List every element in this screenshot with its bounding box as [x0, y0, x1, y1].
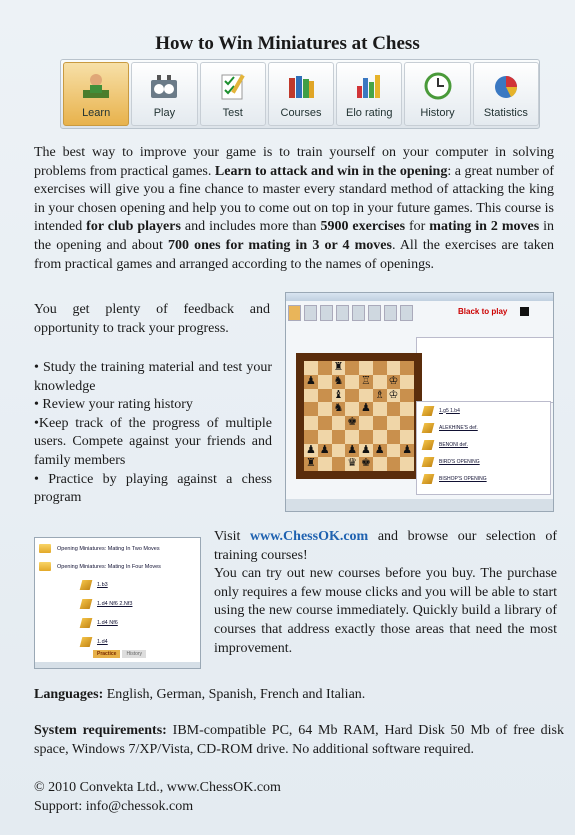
board-square[interactable]: ♟ — [374, 443, 385, 456]
board-square[interactable] — [345, 375, 359, 389]
clock-icon — [421, 71, 455, 101]
board-square[interactable] — [387, 361, 401, 375]
learn-button[interactable] — [63, 62, 129, 126]
board-square[interactable] — [359, 361, 373, 375]
board-grid — [304, 361, 414, 471]
languages-line: Languages: English, German, Spanish, French and Italian. — [34, 687, 366, 702]
tab-history[interactable]: History — [122, 650, 146, 658]
board-square[interactable] — [345, 430, 359, 444]
board-square[interactable] — [387, 402, 401, 416]
history-button[interactable] — [404, 62, 470, 126]
folder-icon — [39, 544, 51, 553]
window-statusbar — [35, 662, 200, 668]
feature-list — [34, 359, 272, 508]
tree-folder[interactable]: Opening Miniatures: Mating In Two Moves — [39, 544, 160, 553]
board-square[interactable] — [373, 361, 387, 375]
board-square[interactable] — [318, 402, 332, 416]
board-square[interactable] — [400, 402, 414, 416]
board-square[interactable]: ♟ — [347, 443, 358, 456]
pie-chart-icon — [489, 71, 523, 101]
tree-item[interactable]: 1.b3 — [75, 580, 108, 590]
board-square[interactable] — [373, 402, 387, 416]
elo-rating-button[interactable] — [336, 62, 402, 126]
learn-label: Learn — [82, 107, 111, 119]
board-square[interactable] — [318, 416, 332, 430]
board-square[interactable]: ♟ — [360, 443, 371, 456]
board-square[interactable] — [318, 457, 332, 471]
board-square[interactable]: ♟ — [402, 443, 413, 456]
pencil-icon — [422, 406, 435, 416]
board-square[interactable] — [304, 361, 318, 375]
pencil-icon — [80, 599, 93, 609]
list-item[interactable]: BISHOP'S OPENING — [417, 470, 550, 487]
pencil-icon — [422, 457, 435, 467]
board-square[interactable]: ♞ — [333, 374, 344, 387]
courses-label: Courses — [280, 107, 322, 119]
pencil-icon — [80, 637, 93, 647]
trainer-screenshot — [285, 292, 554, 512]
teacher-icon — [79, 71, 113, 101]
board-square[interactable] — [318, 361, 332, 375]
board-square[interactable] — [373, 430, 387, 444]
bar-chart-icon — [352, 71, 386, 101]
turn-indicator — [520, 307, 529, 316]
board-square[interactable] — [332, 457, 346, 471]
feature-item: • Practice by playing against a chess program — [34, 471, 272, 506]
history-label: History — [420, 107, 455, 119]
board-square[interactable] — [304, 430, 318, 444]
feature-item: •Keep track of the progress of multiple users. Compete against your friends and family members — [34, 415, 272, 468]
folder-icon — [39, 562, 51, 571]
board-square[interactable] — [332, 444, 346, 458]
mode-tabs — [93, 650, 146, 658]
test-label: Test — [222, 107, 243, 119]
board-square[interactable] — [318, 389, 332, 403]
board-square[interactable]: ♚ — [347, 416, 358, 428]
elo-rating-label: Elo rating — [346, 107, 393, 119]
board-square[interactable]: ♞ — [333, 402, 344, 415]
list-item[interactable]: 1.g5 1.b4 — [417, 402, 550, 419]
footer — [34, 779, 434, 816]
board-square[interactable] — [332, 430, 346, 444]
board-square[interactable] — [332, 416, 346, 430]
board-square[interactable] — [400, 389, 414, 403]
checklist-icon — [216, 71, 250, 101]
play-label: Play — [153, 107, 176, 119]
copyright-line: © 2010 Convekta Ltd., www.ChessOK.com — [34, 780, 281, 795]
board-square[interactable] — [373, 457, 387, 471]
mode-toolbar — [60, 59, 540, 129]
board-square[interactable] — [345, 389, 359, 403]
support-line: Support: info@chessok.com — [34, 798, 194, 814]
status-text: Black to play — [458, 307, 508, 316]
system-requirements: System requirements: IBM-compatible PC, 64 Mb RAM, Hard Disk 50 Mb of free disk space, Windows 7/XP/Vista, CD-ROM drive. No additional software required. — [34, 723, 564, 757]
chess-board[interactable] — [296, 353, 422, 479]
opening-list — [416, 401, 551, 495]
board-square[interactable] — [359, 389, 373, 403]
tree-folder[interactable]: Opening Miniatures: Mating In Four Moves — [39, 562, 161, 571]
chess-clock-icon — [147, 71, 181, 101]
list-item[interactable]: ALEKHINE'S def. — [417, 419, 550, 436]
pencil-icon — [422, 440, 435, 450]
board-square[interactable] — [400, 457, 414, 471]
board-square[interactable] — [359, 416, 373, 430]
board-square[interactable]: ♜ — [305, 457, 316, 470]
board-square[interactable] — [387, 457, 401, 471]
board-square[interactable] — [304, 389, 318, 403]
window-titlebar — [286, 293, 553, 301]
board-square[interactable] — [400, 430, 414, 444]
board-square[interactable] — [400, 416, 414, 430]
board-square[interactable] — [318, 375, 332, 389]
courses-button[interactable] — [268, 62, 334, 126]
board-square[interactable] — [318, 430, 332, 444]
board-square[interactable]: ♟ — [305, 443, 316, 456]
tree-item[interactable]: 1.d4 Nf6 2.Nf3 — [75, 599, 132, 609]
window-statusbar — [286, 499, 553, 511]
board-square[interactable]: ♟ — [305, 374, 316, 387]
pencil-icon — [422, 474, 435, 484]
board-square[interactable]: ♔ — [388, 374, 399, 387]
pencil-icon — [80, 618, 93, 628]
board-square[interactable] — [304, 416, 318, 430]
course-tree-screenshot — [34, 537, 201, 669]
tree-item[interactable]: 1.d4 — [75, 637, 108, 647]
board-square[interactable] — [387, 430, 401, 444]
board-square[interactable]: ♛ — [347, 457, 358, 470]
test-button[interactable] — [200, 62, 266, 126]
board-square[interactable] — [345, 402, 359, 416]
board-square[interactable]: ♗ — [374, 388, 385, 401]
tree-item[interactable]: 1.d4 Nf6 — [75, 618, 118, 628]
feedback-paragraph: You get plenty of feedback and opportunity to track your progress. — [34, 302, 270, 336]
board-square[interactable]: ♜ — [333, 361, 344, 373]
pencil-icon — [422, 423, 435, 433]
board-square[interactable] — [387, 416, 401, 430]
feature-item: • Study the training material and test your knowledge — [34, 360, 272, 394]
pencil-icon — [80, 580, 93, 590]
board-square[interactable]: ♖ — [360, 374, 371, 387]
notation-pane — [416, 337, 554, 403]
board-square[interactable]: ♚ — [360, 457, 371, 470]
books-icon — [284, 71, 318, 101]
page-title: How to Win Miniatures at Chess — [155, 33, 420, 54]
board-square[interactable] — [304, 402, 318, 416]
mini-toolbar — [288, 305, 416, 325]
board-square[interactable] — [373, 375, 387, 389]
website-link[interactable]: www.ChessOK.com — [250, 529, 369, 544]
board-square[interactable] — [387, 444, 401, 458]
board-square[interactable] — [400, 375, 414, 389]
board-square[interactable] — [345, 361, 359, 375]
board-square[interactable]: ♟ — [319, 443, 330, 456]
list-item[interactable]: BENONI def. — [417, 436, 550, 453]
list-item[interactable]: BIRD'S OPENING — [417, 453, 550, 470]
board-square[interactable] — [373, 416, 387, 430]
statistics-label: Statistics — [483, 107, 528, 119]
play-button[interactable] — [131, 62, 197, 126]
board-square[interactable] — [400, 361, 414, 375]
tab-practice[interactable]: Practice — [93, 650, 120, 658]
intro-paragraph: The best way to improve your game is to train yourself on your computer in solving problems from practical games. Learn to attack and win in the opening: a great number of exercises will give you a fine chance to master every standard method of attacking the king in your chosen opening and help you to come out on top in your future games. This course is intended for club players and includes more than 5900 exercises for mating in 2 moves in the opening and about 700 ones for mating in 3 or 4 moves. All the exercises are taken from practical games and arranged according to the names of openings. — [34, 145, 555, 272]
visit-paragraph: Visit www.ChessOK.com and browse our selection of training courses! You can try out new courses before you buy. The purchase only requires a few mouse clicks and you will be able to start using the new course immediately. Quickly build a library of courses that address exactly those areas that need the most improvement. — [214, 529, 557, 656]
board-square[interactable] — [359, 430, 373, 444]
statistics-button[interactable] — [473, 62, 539, 126]
board-square[interactable]: ♔ — [388, 388, 399, 401]
board-square[interactable]: ♟ — [360, 402, 371, 415]
board-square[interactable]: ♝ — [333, 388, 344, 401]
feature-item: • Review your rating history — [34, 397, 193, 413]
